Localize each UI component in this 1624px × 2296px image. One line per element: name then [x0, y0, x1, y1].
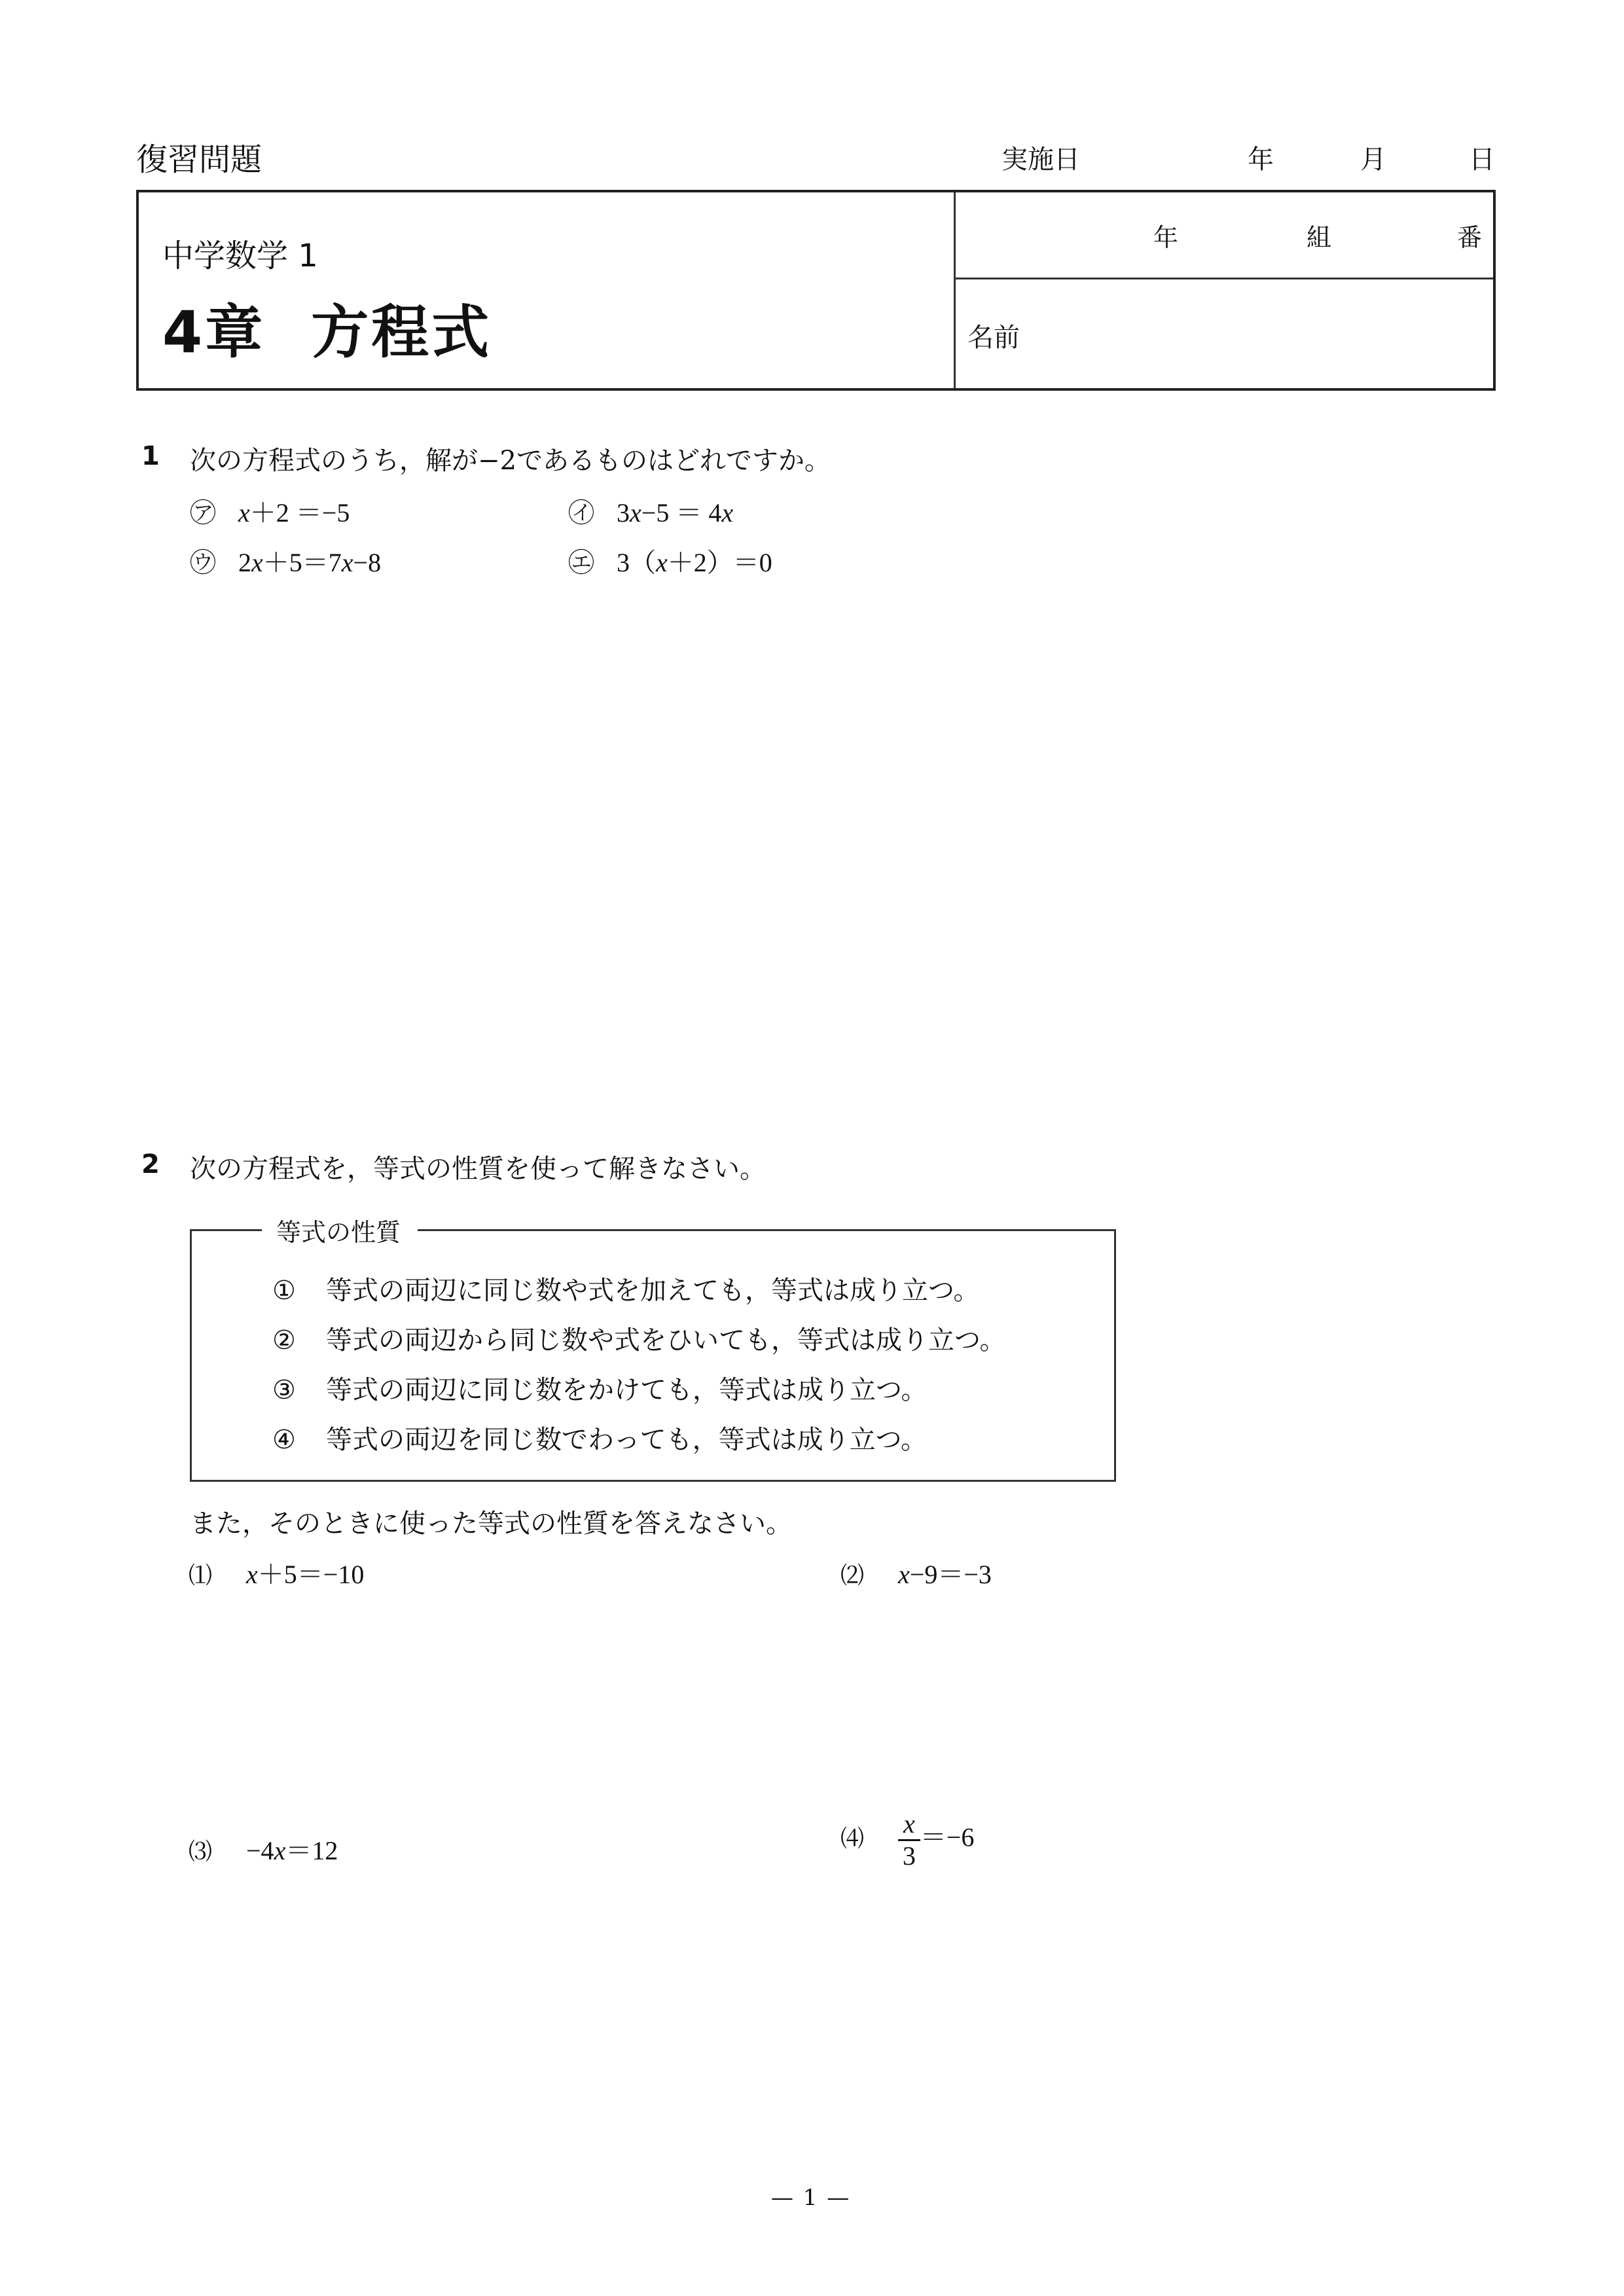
question-1-number: 1: [141, 441, 160, 471]
grade-label: 年: [1153, 223, 1179, 252]
subquestion-3: ⑶ −4x＝12: [189, 1836, 338, 1865]
name-label: 名前: [967, 323, 1020, 353]
subquestion-2: ⑵ x−9＝−3: [840, 1560, 992, 1589]
chapter-title: 方程式: [311, 298, 492, 366]
question-1-text: 次の方程式のうち，解が−2であるものはどれですか。: [190, 446, 831, 476]
page-title: 復習問題: [136, 141, 262, 178]
date-day-label: 日: [1469, 145, 1495, 175]
chapter-heading: [162, 287, 492, 369]
date-month-label: 月: [1360, 145, 1386, 175]
subject-label: 中学数学 1: [162, 238, 318, 274]
property-2: ② 等式の両辺から同じ数や式をひいても，等式は成り立つ。: [272, 1325, 1006, 1355]
choice-b: ㋑ 3x−5 ＝ 4x: [568, 498, 734, 528]
header-divider-horizontal: [954, 278, 1493, 279]
choice-d: ㋓ 3（x＋2）＝0: [568, 548, 772, 577]
class-label: 組: [1307, 223, 1332, 252]
subquestion-4: ⑷ $\frac{x}{3}$ ＝−6: [840, 1809, 975, 1871]
question-2-number: 2: [141, 1149, 160, 1179]
subquestion-1: ⑴ x＋5＝−10: [189, 1560, 365, 1589]
question-2-text: 次の方程式を，等式の性質を使って解きなさい。: [190, 1154, 766, 1184]
question-2-followup: また，そのときに使った等式の性質を答えなさい。: [190, 1509, 792, 1539]
properties-box-title: 等式の性質: [262, 1212, 418, 1248]
property-4: ④ 等式の両辺を同じ数でわっても，等式は成り立つ。: [272, 1425, 927, 1455]
page-number: — 1 —: [771, 2185, 851, 2211]
fraction: $\frac{x}{3}$: [898, 1810, 920, 1870]
seat-number-label: 番: [1457, 223, 1483, 252]
property-3: ③ 等式の両辺に同じ数をかけても，等式は成り立つ。: [272, 1375, 928, 1405]
property-1: ① 等式の両辺に同じ数や式を加えても，等式は成り立つ。: [272, 1276, 980, 1306]
choice-c: ㋒ 2x＋5＝7x−8: [190, 548, 382, 577]
chapter-number: 4章: [162, 298, 266, 366]
header-divider-vertical: [954, 192, 956, 388]
date-label: 実施日: [1001, 145, 1080, 175]
date-year-label: 年: [1248, 145, 1274, 175]
choice-a: ㋐ x＋2 ＝−5: [190, 498, 350, 528]
